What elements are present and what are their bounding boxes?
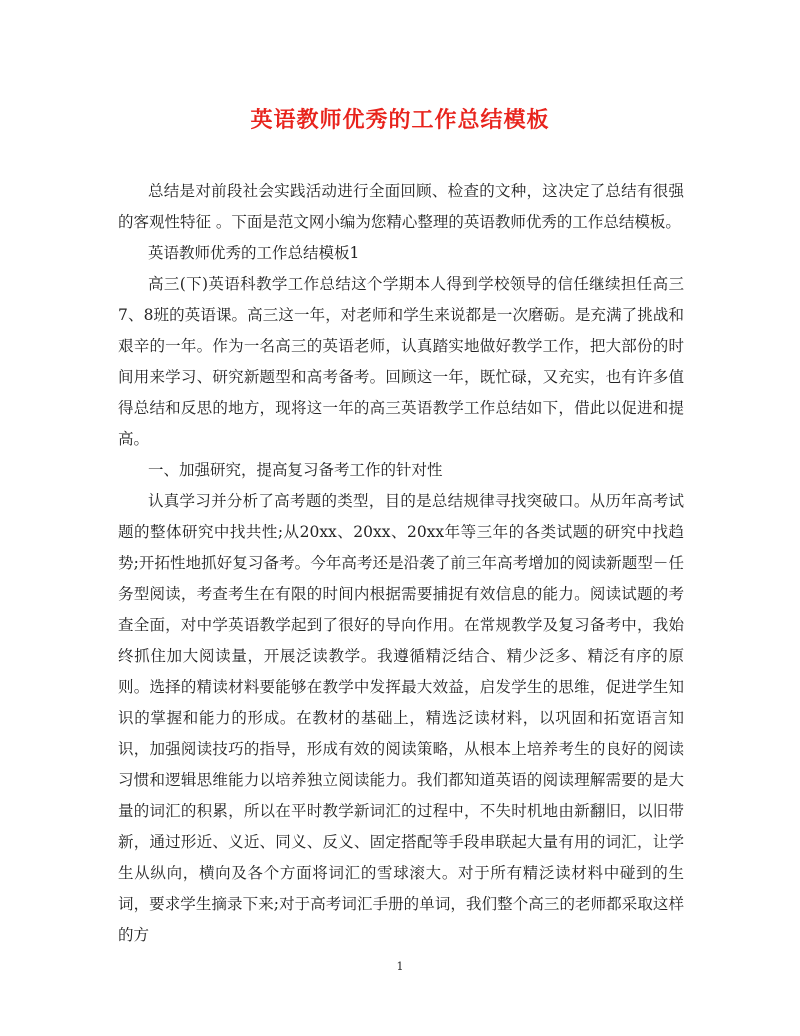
page-number: 1 — [396, 960, 404, 973]
document-body — [118, 176, 684, 951]
document-title: 英语教师优秀的工作总结模板 — [250, 107, 550, 133]
section-heading: 英语教师优秀的工作总结模板1 — [148, 244, 360, 262]
intro-paragraph: 总结是对前段社会实践活动进行全面回顾、检查的文种，这决定了总结有很强的客观性特征 。下面是范文网小编为您精心整理的英语教师优秀的工作总结模板。 — [118, 182, 684, 231]
subsection-heading: 一、加强研究，提高复习备考工作的针对性 — [148, 461, 443, 479]
body-paragraph: 认真学习并分析了高考题的类型，目的是总结规律寻找突破口。从历年高考试题的整体研究中找共性;从20xx、20xx、20xx年等三年的各类试题的研究中找趋势;开拓性地抓好复习备考。今年高考还是沿袭了前三年高考增加的阅读新题型－任务型阅读，考查考生在有限的时间内根据需要捕捉有效信息的能力。阅读试题的考查全面，对中学英语教学起到了很好的导向作用。在常规教学及复习备考中，我始终抓住加大阅读量，开展泛读教学。我遵循精泛结合、精少泛多、精泛有序的原则。选择的精读材料要能够在教学中发挥最大效益，启发学生的思维，促进学生知识的掌握和能力的形成。在教材的基础上，精选泛读材料，以巩固和拓宽语言知识，加强阅读技巧的指导，形成有效的阅读策略，从根本上培养考生的良好的阅读习惯和逻辑思维能力以培养独立阅读能力。我们都知道英语的阅读理解需要的是大量的词汇的积累，所以在平时教学新词汇的过程中，不失时机地由新翻旧，以旧带新，通过形近、义近、同义、反义、固定搭配等手段串联起大量有用的词汇，让学生从纵向，横向及各个方面将词汇的雪球滚大。对于所有精泛读材料中碰到的生词，要求学生摘录下来;对于高考词汇手册的单词，我们整个高三的老师都采取这样的方 — [118, 492, 684, 944]
body-paragraph: 高三(下)英语科教学工作总结这个学期本人得到学校领导的信任继续担任高三7、8班的英语课。高三这一年，对老师和学生来说都是一次磨砺。是充满了挑战和艰辛的一年。作为一名高三的英语老师，认真踏实地做好教学工作，把大部份的时间用来学习、研究新题型和高考备考。回顾这一年，既忙碌，又充实，也有许多值得总结和反思的地方，现将这一年的高三英语教学工作总结如下，借此以促进和提高。 — [118, 275, 684, 448]
